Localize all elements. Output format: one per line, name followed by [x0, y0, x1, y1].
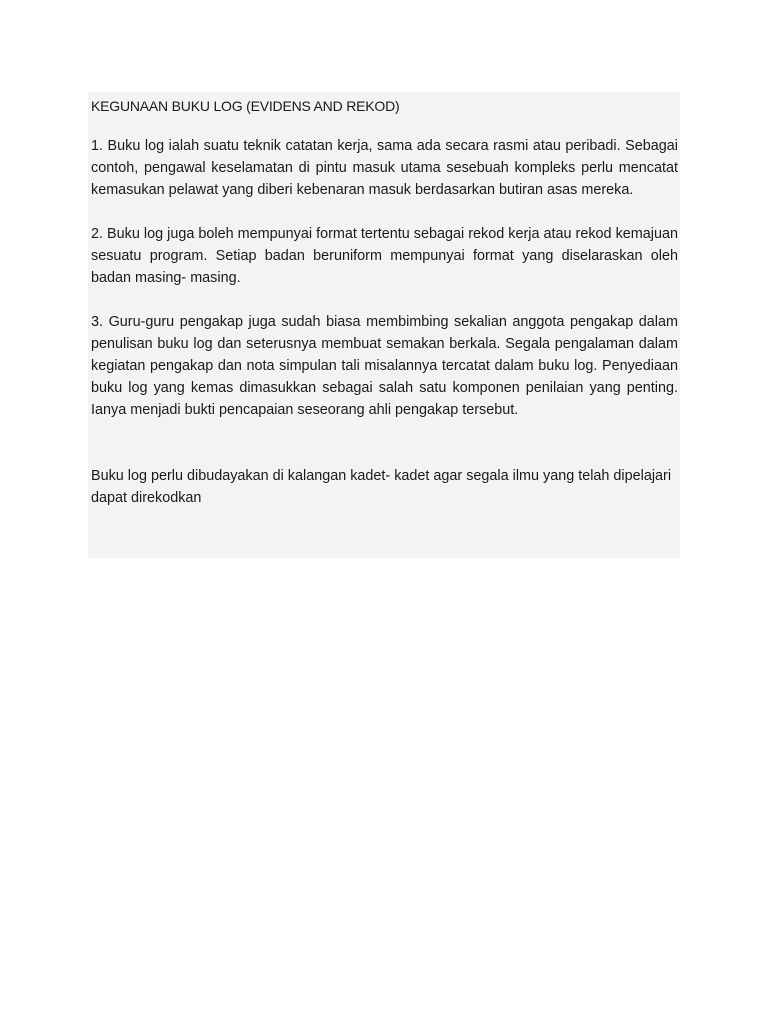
closing-paragraph: Buku log perlu dibudayakan di kalangan kadet- kadet agar segala ilmu yang telah dipelajari dapat direkodkan [91, 468, 672, 506]
document-title: KEGUNAAN BUKU LOG (EVIDENS AND REKOD) [91, 98, 400, 114]
paragraph-3: 3. Guru-guru pengakap juga sudah biasa membimbing sekalian anggota pengakap dalam penulisan buku log dan seterusnya membuat semakan berkala. Segala pengalaman dalam kegiatan pengakap dan nota simpulan tali misalannya tercatat dalam buku log. Penyediaan buku log yang kemas dimasukkan sebagai salah satu komponen penilaian yang penting. Ianya menjadi bukti pencapaian seseorang ahli pengakap tersebut. [91, 314, 678, 418]
document-body [88, 92, 680, 558]
paragraph-1: 1. Buku log ialah suatu teknik catatan kerja, sama ada secara rasmi atau peribadi. Sebagai contoh, pengawal keselamatan di pintu masuk utama sesebuah kompleks perlu mencatat kemasukan pelawat yang diberi kebenaran masuk berdasarkan butiran asas mereka. [91, 138, 678, 198]
paragraph-2: 2. Buku log juga boleh mempunyai format tertentu sebagai rekod kerja atau rekod kemajuan sesuatu program. Setiap badan beruniform mempunyai format yang diselaraskan oleh badan masing- masing. [91, 226, 678, 286]
